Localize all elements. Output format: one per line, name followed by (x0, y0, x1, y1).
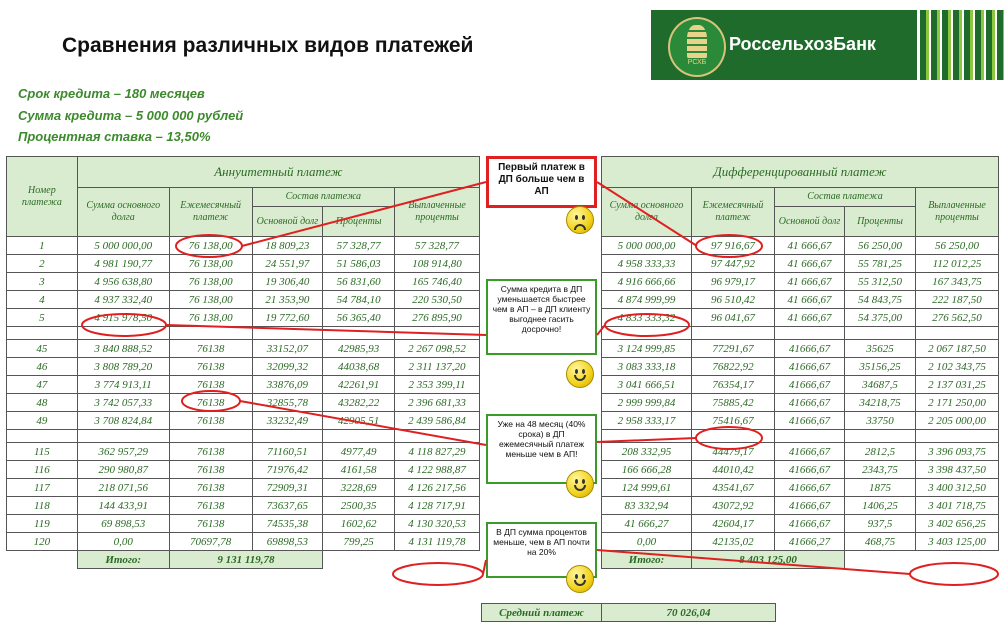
col-main-debt: Основной долг (252, 207, 323, 237)
table-cell: 2 353 399,11 (395, 376, 480, 394)
table-cell: 5 000 000,00 (602, 237, 692, 255)
table-cell: 55 312,50 (845, 273, 916, 291)
table-cell: 75885,42 (692, 394, 775, 412)
table-cell: 43541,67 (692, 479, 775, 497)
table-cell: 41 666,67 (775, 309, 845, 327)
table-row (602, 255, 999, 273)
table-cell: 76138 (169, 497, 252, 515)
table-cell: 56 365,40 (323, 309, 395, 327)
table-cell: 0,00 (602, 533, 692, 551)
table-cell: 3 402 656,25 (916, 515, 999, 533)
table-cell: 4 956 638,80 (77, 273, 169, 291)
table-cell: 108 914,80 (395, 255, 480, 273)
table-cell: 76138 (169, 340, 252, 358)
diff-total-label: Итого: (602, 551, 692, 569)
avg-value: 70 026,04 (602, 604, 776, 622)
table-row (7, 358, 480, 376)
callout-first-payment: Первый платеж в ДП больше чем в АП (486, 156, 597, 208)
table-cell: 46 (7, 358, 78, 376)
table-cell: 41666,67 (775, 497, 845, 515)
table-cell: 54 843,75 (845, 291, 916, 309)
table-cell: 76138 (169, 479, 252, 497)
table-cell: 468,75 (845, 533, 916, 551)
table-cell: 57 328,77 (323, 237, 395, 255)
table-cell: 2 067 187,50 (916, 340, 999, 358)
table-cell: 41666,27 (775, 533, 845, 551)
diff-col-composition: Состав платежа (775, 188, 916, 207)
table-row (7, 291, 480, 309)
table-cell: 208 332,95 (602, 443, 692, 461)
table-cell: 4 981 190,77 (77, 255, 169, 273)
table-row (7, 340, 480, 358)
diff-total-value: 8 403 125,00 (692, 551, 845, 569)
table-cell: 69 898,53 (77, 515, 169, 533)
table-cell: 41 666,67 (775, 255, 845, 273)
table-cell: 48 (7, 394, 78, 412)
table-cell: 799,25 (323, 533, 395, 551)
table-cell: 49 (7, 412, 78, 430)
table-cell: 41666,67 (775, 340, 845, 358)
page-title: Сравнения различных видов платежей (62, 34, 474, 57)
col-composition: Состав платежа (252, 188, 394, 207)
table-cell: 21 353,90 (252, 291, 323, 309)
table-cell: 76138 (169, 376, 252, 394)
differentiated-table (601, 156, 999, 569)
table-cell: 3 742 057,33 (77, 394, 169, 412)
table-cell: 76 138,00 (169, 237, 252, 255)
table-cell: 19 772,60 (252, 309, 323, 327)
table-cell: 24 551,97 (252, 255, 323, 273)
table-row (7, 412, 480, 430)
avg-label: Средний платеж (482, 604, 602, 622)
table-cell: 4 916 666,66 (602, 273, 692, 291)
table-cell: 44038,68 (323, 358, 395, 376)
table-cell: 33152,07 (252, 340, 323, 358)
table-cell: 218 071,56 (77, 479, 169, 497)
table-cell: 1602,62 (323, 515, 395, 533)
table-row (602, 340, 999, 358)
table-cell: 41 666,67 (775, 237, 845, 255)
table-row (602, 479, 999, 497)
table-cell: 276 895,90 (395, 309, 480, 327)
table-cell: 119 (7, 515, 78, 533)
smiley-face-icon (566, 565, 594, 593)
table-cell: 1 (7, 237, 78, 255)
col-principal: Сумма основного долга (77, 188, 169, 237)
col-monthly: Ежемесячный платеж (169, 188, 252, 237)
table-cell: 0,00 (77, 533, 169, 551)
table-cell: 76 138,00 (169, 309, 252, 327)
table-cell: 115 (7, 443, 78, 461)
table-cell: 3 774 913,11 (77, 376, 169, 394)
table-cell: 41 666,67 (775, 273, 845, 291)
table-cell: 4 122 988,87 (395, 461, 480, 479)
table-row (602, 497, 999, 515)
table-cell: 71160,51 (252, 443, 323, 461)
table-row (7, 376, 480, 394)
table-cell: 70697,78 (169, 533, 252, 551)
wheat-emblem-icon (668, 17, 726, 77)
table-cell: 72909,31 (252, 479, 323, 497)
table-cell: 2 396 681,33 (395, 394, 480, 412)
table-cell: 2 137 031,25 (916, 376, 999, 394)
table-cell: 112 012,25 (916, 255, 999, 273)
table-cell: 5 000 000,00 (77, 237, 169, 255)
table-row (7, 237, 480, 255)
table-row (602, 309, 999, 327)
table-cell: 2 267 098,52 (395, 340, 480, 358)
gap-row (602, 430, 999, 443)
table-cell: 44010,42 (692, 461, 775, 479)
average-payment (481, 603, 776, 622)
col-interest: Проценты (323, 207, 395, 237)
callout-month-48: Уже на 48 месяц (40% срока) в ДП ежемесячный платеж меньше чем в АП! (486, 414, 597, 484)
sad-face-icon (566, 206, 594, 234)
table-cell: 3 400 312,50 (916, 479, 999, 497)
info-amount: Сумма кредита – 5 000 000 рублей (18, 108, 244, 123)
table-cell: 73637,65 (252, 497, 323, 515)
smiley-face-icon (566, 360, 594, 388)
table-cell: 19 306,40 (252, 273, 323, 291)
table-cell: 54 375,00 (845, 309, 916, 327)
diff-group-header: Дифференцированный платеж (602, 157, 999, 188)
table-cell: 47 (7, 376, 78, 394)
callout-interest-less: В ДП сумма процентов меньше, чем в АП почти на 20% (486, 522, 597, 578)
table-row (7, 443, 480, 461)
table-cell: 2 205 000,00 (916, 412, 999, 430)
table-row (602, 291, 999, 309)
table-cell: 3 124 999,85 (602, 340, 692, 358)
table-row (7, 461, 480, 479)
table-cell: 57 328,77 (395, 237, 480, 255)
table-cell: 2 958 333,17 (602, 412, 692, 430)
table-row (7, 309, 480, 327)
table-cell: 166 666,28 (602, 461, 692, 479)
table-cell: 34218,75 (845, 394, 916, 412)
table-cell: 4 126 217,56 (395, 479, 480, 497)
table-cell: 42985,93 (323, 340, 395, 358)
table-cell: 18 809,23 (252, 237, 323, 255)
table-cell: 4 131 119,78 (395, 533, 480, 551)
table-cell: 75416,67 (692, 412, 775, 430)
table-cell: 3 840 888,52 (77, 340, 169, 358)
table-cell: 42135,02 (692, 533, 775, 551)
table-row (602, 515, 999, 533)
table-cell: 144 433,91 (77, 497, 169, 515)
table-cell: 2 439 586,84 (395, 412, 480, 430)
table-cell: 41666,67 (775, 443, 845, 461)
annuity-total-value: 9 131 119,78 (169, 551, 323, 569)
table-cell: 43282,22 (323, 394, 395, 412)
table-cell: 76822,92 (692, 358, 775, 376)
table-cell: 41666,67 (775, 358, 845, 376)
table-cell: 83 332,94 (602, 497, 692, 515)
table-cell: 2 999 999,84 (602, 394, 692, 412)
table-cell: 3228,69 (323, 479, 395, 497)
table-cell: 41 666,27 (602, 515, 692, 533)
table-cell: 3 708 824,84 (77, 412, 169, 430)
table-cell: 3 (7, 273, 78, 291)
table-cell: 220 530,50 (395, 291, 480, 309)
table-cell: 51 586,03 (323, 255, 395, 273)
table-cell: 41666,67 (775, 412, 845, 430)
table-cell: 42261,91 (323, 376, 395, 394)
table-cell: 41666,67 (775, 376, 845, 394)
table-cell: 76138 (169, 461, 252, 479)
table-cell: 42604,17 (692, 515, 775, 533)
callout-principal-decrease: Сумма кредита в ДП уменьшается быстрее чем в АП – в ДП клиенту выгоднее гасить досрочно! (486, 279, 597, 355)
table-cell: 2812,5 (845, 443, 916, 461)
table-cell: 2500,35 (323, 497, 395, 515)
table-cell: 4 874 999,99 (602, 291, 692, 309)
gap-row (602, 327, 999, 340)
table-cell: 41666,67 (775, 515, 845, 533)
col-paid-interest: Выплаченные проценты (395, 188, 480, 237)
table-cell: 1875 (845, 479, 916, 497)
smiley-face-icon (566, 470, 594, 498)
table-cell: 362 957,29 (77, 443, 169, 461)
table-cell: 97 447,92 (692, 255, 775, 273)
table-cell: 97 916,67 (692, 237, 775, 255)
table-row (7, 394, 480, 412)
info-rate: Процентная ставка – 13,50% (18, 129, 211, 144)
diff-col-interest: Проценты (845, 207, 916, 237)
table-cell: 54 784,10 (323, 291, 395, 309)
table-cell: 290 980,87 (77, 461, 169, 479)
table-cell: 56 250,00 (916, 237, 999, 255)
table-cell: 56 831,60 (323, 273, 395, 291)
table-cell: 4 833 333,32 (602, 309, 692, 327)
gap-row (7, 430, 480, 443)
table-cell: 117 (7, 479, 78, 497)
table-cell: 4 937 332,40 (77, 291, 169, 309)
table-cell: 96 979,17 (692, 273, 775, 291)
table-cell: 4 118 827,29 (395, 443, 480, 461)
table-cell: 34687,5 (845, 376, 916, 394)
table-cell: 2 311 137,20 (395, 358, 480, 376)
table-cell: 4 915 978,50 (77, 309, 169, 327)
table-cell: 124 999,61 (602, 479, 692, 497)
bank-logo (651, 10, 917, 80)
table-cell: 74535,38 (252, 515, 323, 533)
table-cell: 116 (7, 461, 78, 479)
table-row (602, 533, 999, 551)
table-cell: 118 (7, 497, 78, 515)
table-cell: 3 398 437,50 (916, 461, 999, 479)
table-cell: 3 401 718,75 (916, 497, 999, 515)
table-cell: 71976,42 (252, 461, 323, 479)
table-cell: 3 403 125,00 (916, 533, 999, 551)
table-cell: 4 130 320,53 (395, 515, 480, 533)
table-cell: 44479,17 (692, 443, 775, 461)
table-cell: 76 138,00 (169, 255, 252, 273)
table-cell: 222 187,50 (916, 291, 999, 309)
table-row (602, 273, 999, 291)
row-number-header: Номер платежа (7, 157, 78, 237)
table-cell: 77291,67 (692, 340, 775, 358)
table-cell: 2 (7, 255, 78, 273)
emblem-text: РСХБ (687, 59, 707, 66)
table-row (602, 443, 999, 461)
table-cell: 41666,67 (775, 461, 845, 479)
bank-name: РоссельхозБанк (729, 34, 876, 54)
table-cell: 56 250,00 (845, 237, 916, 255)
table-cell: 35625 (845, 340, 916, 358)
table-cell: 32855,78 (252, 394, 323, 412)
table-cell: 4161,58 (323, 461, 395, 479)
table-cell: 76138 (169, 358, 252, 376)
table-cell: 35156,25 (845, 358, 916, 376)
table-cell: 76 138,00 (169, 273, 252, 291)
table-cell: 4 128 717,91 (395, 497, 480, 515)
info-term: Срок кредита – 180 месяцев (18, 86, 205, 101)
table-row (602, 394, 999, 412)
diff-col-paid-interest: Выплаченные проценты (916, 188, 999, 237)
table-cell: 3 808 789,20 (77, 358, 169, 376)
table-row (7, 515, 480, 533)
diff-col-main-debt: Основной долг (775, 207, 845, 237)
table-cell: 33750 (845, 412, 916, 430)
table-cell: 276 562,50 (916, 309, 999, 327)
table-cell: 165 746,40 (395, 273, 480, 291)
table-cell: 76354,17 (692, 376, 775, 394)
table-cell: 4 958 333,33 (602, 255, 692, 273)
table-row (602, 461, 999, 479)
gap-row (7, 327, 480, 340)
table-cell: 937,5 (845, 515, 916, 533)
table-row (7, 479, 480, 497)
table-cell: 41666,67 (775, 394, 845, 412)
table-row (7, 255, 480, 273)
table-cell: 2 102 343,75 (916, 358, 999, 376)
table-row (602, 412, 999, 430)
table-cell: 2 171 250,00 (916, 394, 999, 412)
annuity-group-header: Аннуитетный платеж (77, 157, 479, 188)
table-cell: 45 (7, 340, 78, 358)
table-cell: 41 666,67 (775, 291, 845, 309)
table-cell: 76 138,00 (169, 291, 252, 309)
table-cell: 43072,92 (692, 497, 775, 515)
diff-col-monthly: Ежемесячный платеж (692, 188, 775, 237)
table-row (7, 497, 480, 515)
table-cell: 96 041,67 (692, 309, 775, 327)
table-cell: 42905,51 (323, 412, 395, 430)
table-row (602, 237, 999, 255)
table-cell: 4977,49 (323, 443, 395, 461)
table-cell: 76138 (169, 394, 252, 412)
table-cell: 3 396 093,75 (916, 443, 999, 461)
table-cell: 167 343,75 (916, 273, 999, 291)
table-cell: 4 (7, 291, 78, 309)
table-row (7, 273, 480, 291)
brand-stripes (920, 10, 1004, 80)
table-row (602, 358, 999, 376)
table-cell: 55 781,25 (845, 255, 916, 273)
table-cell: 76138 (169, 515, 252, 533)
table-cell: 120 (7, 533, 78, 551)
table-row (602, 376, 999, 394)
table-cell: 76138 (169, 443, 252, 461)
table-cell: 3 041 666,51 (602, 376, 692, 394)
annuity-table (6, 156, 480, 569)
table-cell: 33232,49 (252, 412, 323, 430)
table-cell: 69898,53 (252, 533, 323, 551)
table-cell: 32099,32 (252, 358, 323, 376)
table-cell: 96 510,42 (692, 291, 775, 309)
table-cell: 41666,67 (775, 479, 845, 497)
table-cell: 5 (7, 309, 78, 327)
diff-col-principal: Сумма основного долга (602, 188, 692, 237)
table-cell: 76138 (169, 412, 252, 430)
table-row (7, 533, 480, 551)
table-cell: 1406,25 (845, 497, 916, 515)
table-cell: 2343,75 (845, 461, 916, 479)
table-cell: 3 083 333,18 (602, 358, 692, 376)
table-cell: 33876,09 (252, 376, 323, 394)
annuity-total-label: Итого: (77, 551, 169, 569)
